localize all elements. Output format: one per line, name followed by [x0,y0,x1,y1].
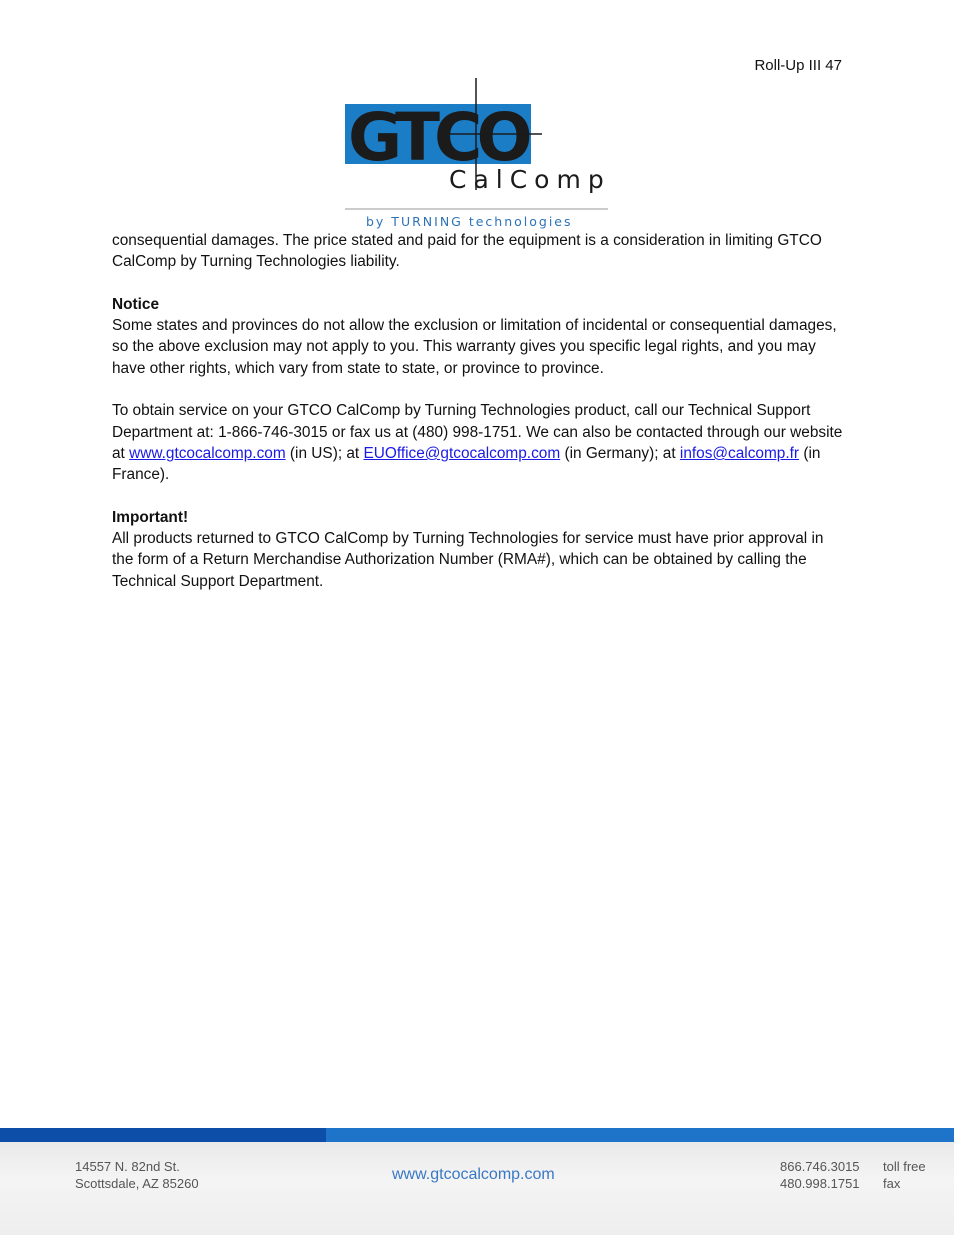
fax-label: fax [883,1176,901,1191]
fax-number: 480.998.1751 [780,1176,860,1191]
tollfree-number: 866.746.3015 [780,1159,860,1174]
fax-row [780,1175,926,1192]
important-text: All products returned to GTCO CalComp by Turning Technologies for service must have prior approval in the form of a Return Merchandise Authorization Number (RMA#), which can be obtained by calling the Technical Support Department. [112,530,824,590]
service-text: (in Germany); at [560,444,680,462]
footer-address [75,1158,199,1192]
logo-wordmark: CalComp [449,165,611,194]
important-section [112,507,847,592]
footer-phones [780,1158,926,1192]
service-paragraph [112,400,847,485]
logo-mark: GTCO [348,99,527,176]
footer-color-bar-accent [0,1128,326,1142]
service-text: (in US); at [285,444,364,462]
address-line: 14557 N. 82nd St. [75,1159,180,1174]
logo-graphic [344,78,612,230]
important-heading: Important! [112,508,189,526]
page-number: Roll-Up III 47 [754,57,842,74]
website-link[interactable]: www.gtcocalcomp.com [129,444,286,462]
germany-email-link[interactable]: EUOffice@gtcocalcomp.com [363,444,561,462]
gtco-calcomp-logo [344,78,612,230]
notice-text: Some states and provinces do not allow the exclusion or limitation of incidental or consequential damages, so the above exclusion may not apply to you. This warranty gives you specific legal rights, and you may have other rights, which vary from state to state, or province to province. [112,317,837,377]
tollfree-label: toll free [883,1159,926,1174]
notice-section [112,294,847,379]
footer-website: www.gtcocalcomp.com [392,1166,555,1183]
logo-tagline: by TURNING technologies [366,214,573,229]
service-text: To obtain service on your GTCO CalComp by Turning Technologies product, call our Technical Support Department at: 1-866-746-3015 or fax us at (480) 998-1751. We can also be contacted through our website at [112,402,843,462]
tollfree-row [780,1158,926,1175]
page-footer [0,1128,954,1235]
address-line: Scottsdale, AZ 85260 [75,1176,199,1191]
document-body [112,230,847,613]
intro-paragraph: consequential damages. The price stated and paid for the equipment is a consideration in limiting GTCO CalComp by Turning Technologies liability. [112,232,822,271]
france-email-link[interactable]: infos@calcomp.fr [679,444,800,462]
service-text: (in France). [112,444,821,484]
notice-heading: Notice [112,295,160,313]
